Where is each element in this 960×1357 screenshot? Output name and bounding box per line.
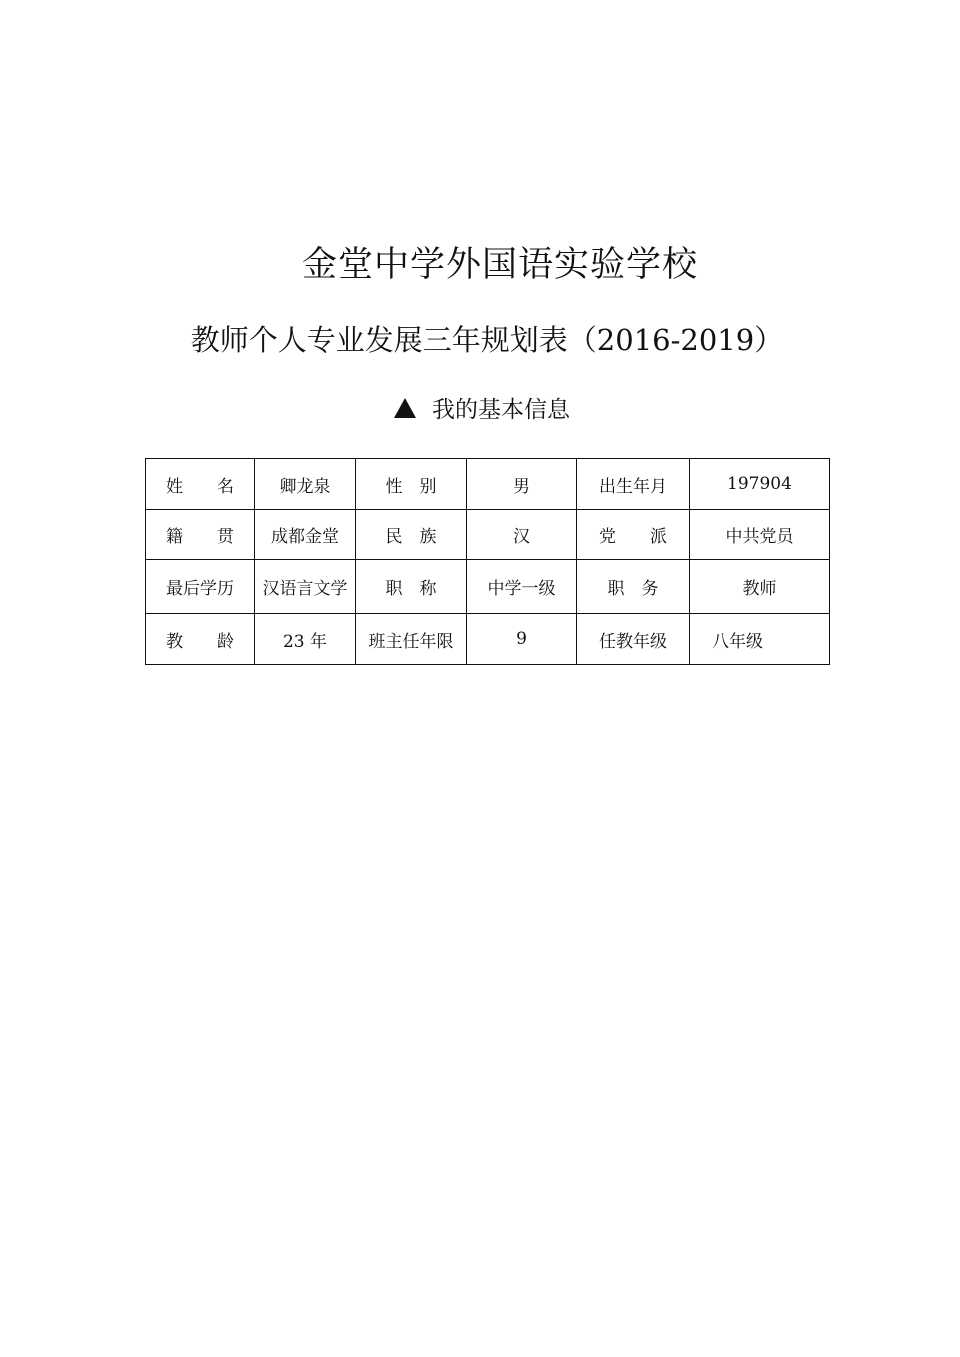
value-cell-hometown: 成都金堂 xyxy=(255,510,356,560)
label-cell-name: 姓 名 xyxy=(146,459,255,510)
value-cell-birth: 197904 xyxy=(690,459,830,510)
section-heading-label: 我的基本信息 xyxy=(432,397,570,423)
label-cell-party: 党 派 xyxy=(577,510,690,560)
value-cell-ethnicity: 汉 xyxy=(467,510,577,560)
table-row xyxy=(146,560,830,614)
table-row xyxy=(146,614,830,665)
value-cell-name: 卿龙泉 xyxy=(255,459,356,510)
document-subtitle: 教师个人专业发展三年规划表（2016-2019） xyxy=(190,323,784,357)
section-heading xyxy=(0,392,960,428)
label-cell-title: 职 称 xyxy=(356,560,467,614)
label-cell-hometown: 籍 贯 xyxy=(146,510,255,560)
value-cell-homeroom-years: 9 xyxy=(467,614,577,665)
label-cell-gender: 性 别 xyxy=(356,459,467,510)
label-cell-education: 最后学历 xyxy=(146,560,255,614)
label-cell-ethnicity: 民 族 xyxy=(356,510,467,560)
label-cell-position: 职 务 xyxy=(577,560,690,614)
label-cell-homeroom-years: 班主任年限 xyxy=(356,614,467,665)
value-cell-title: 中学一级 xyxy=(467,560,577,614)
label-cell-birth: 出生年月 xyxy=(577,459,690,510)
value-cell-teaching-years: 23 年 xyxy=(255,614,356,665)
document-title: 金堂中学外国语实验学校 xyxy=(301,245,698,285)
value-cell-education: 汉语言文学 xyxy=(255,560,356,614)
triangle-icon xyxy=(394,398,416,418)
label-cell-grade: 任教年级 xyxy=(577,614,690,665)
table-row xyxy=(146,459,830,510)
table-row xyxy=(146,510,830,560)
value-cell-position: 教师 xyxy=(690,560,830,614)
value-cell-gender: 男 xyxy=(467,459,577,510)
label-cell-teaching-years: 教 龄 xyxy=(146,614,255,665)
basic-info-table xyxy=(145,458,830,665)
value-cell-party: 中共党员 xyxy=(690,510,830,560)
value-cell-grade: 八年级 xyxy=(690,614,830,665)
